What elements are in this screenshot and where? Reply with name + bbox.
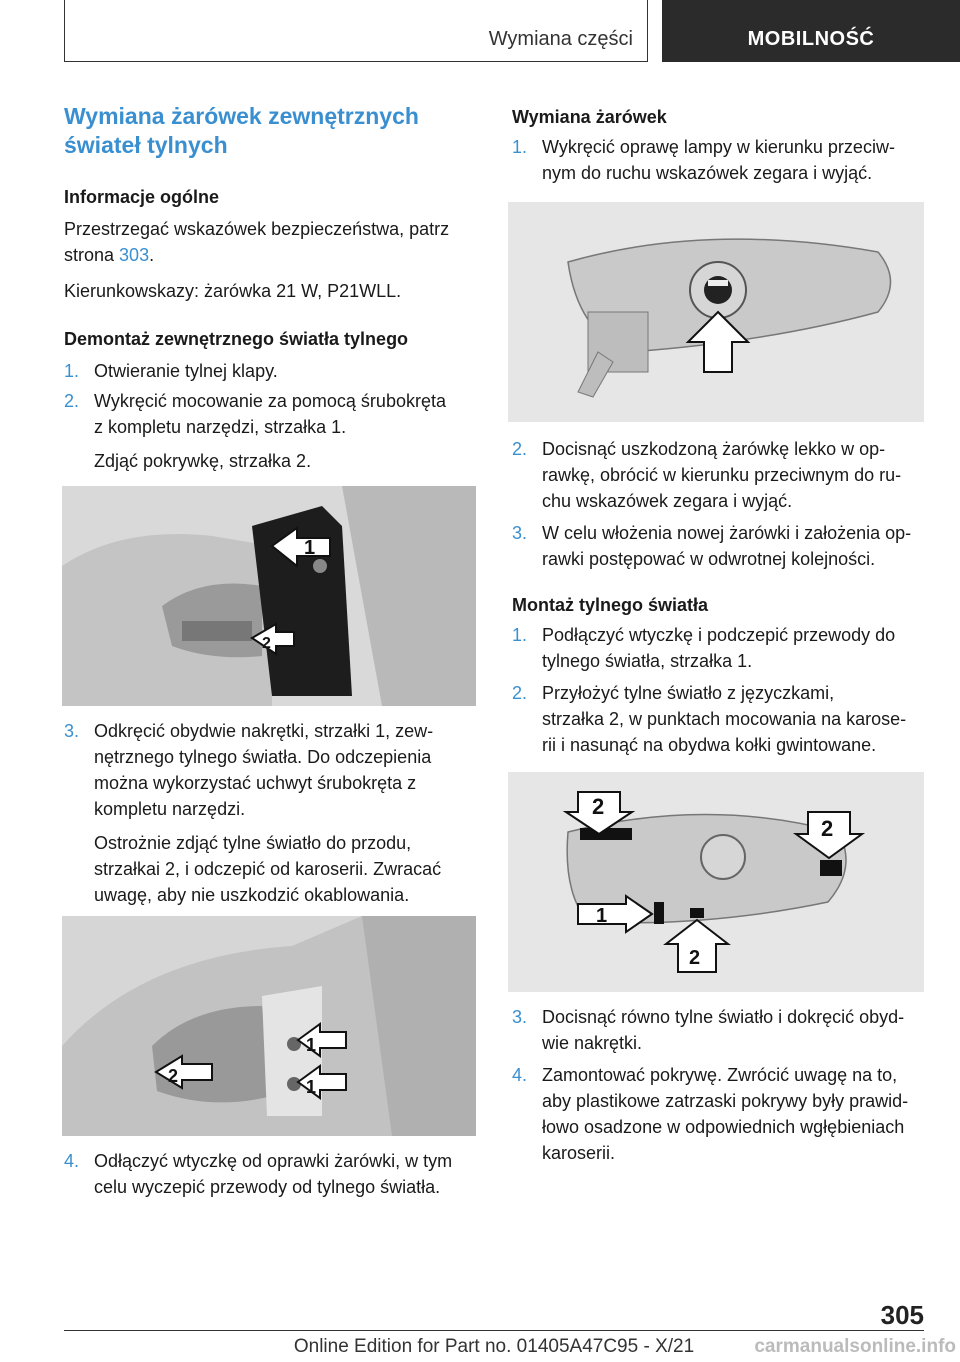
step-number: 2. — [64, 391, 80, 411]
step-text-line: można wykorzystać uchwyt śrubokręta z — [94, 773, 417, 793]
step-text-line: Docisnąć uszkodzoną żarówkę lekko w op- — [542, 439, 886, 459]
step-text-line: z kompletu narzędzi, strzałka 1. — [94, 417, 347, 437]
figure-bulb-holder — [508, 202, 924, 422]
fig4-label-2b: 2 — [821, 816, 834, 841]
header-chapter-title: MOBILNOŚĆ — [747, 28, 875, 50]
step-text-line: Odłączyć wtyczkę od oprawki żarówki, w tym — [94, 1151, 453, 1171]
step-extra-text: Zdjąć pokrywkę, strzałka 2. — [94, 451, 312, 471]
general-text-line1: Przestrzegać wskazówek bezpieczeństwa, patrz — [64, 219, 450, 239]
step-text-line: Odkręcić obydwie nakrętki, strzałki 1, zew- — [94, 721, 434, 741]
fig4-label-1: 1 — [596, 905, 608, 927]
fig4-label-2a: 2 — [592, 794, 605, 819]
figure-light-removal — [62, 916, 476, 1136]
header-section-title: Wymiana części — [488, 28, 633, 50]
removal-step-3 — [64, 718, 476, 908]
step-extra-line: strzałkai 2, i odczepić od karoserii. Zwracać — [94, 859, 442, 879]
fig1-label-2: 2 — [262, 635, 271, 652]
install-step-4 — [512, 1062, 924, 1166]
figure-cover-removal — [62, 486, 476, 706]
step-number: 1. — [512, 137, 528, 157]
left-column — [64, 102, 476, 474]
general-text-period: . — [149, 245, 155, 265]
replace-heading: Wymiana żarówek — [512, 107, 667, 127]
step-text-line: rawkę, obrócić w kierunku przeciwnym do ru- — [542, 465, 902, 485]
step-number: 3. — [512, 523, 528, 543]
fig2-label-2: 2 — [168, 1066, 179, 1086]
fig2-label-1b: 1 — [306, 1077, 317, 1097]
replace-step-1 — [512, 134, 924, 186]
page-title-line2: świateł tylnych — [64, 132, 228, 158]
removal-step-2 — [64, 388, 476, 474]
general-text-line2 — [64, 242, 476, 268]
step-text: Otwieranie tylnej klapy. — [94, 361, 278, 381]
removal-heading: Demontaż zewnętrznego światła tylnego — [64, 329, 409, 349]
step-text-line: karoserii. — [542, 1143, 616, 1163]
right-column-cont — [512, 436, 924, 758]
step-text-line: chu wskazówek zegara i wyjąć. — [542, 491, 793, 511]
left-column-end — [64, 1148, 476, 1200]
fig2-label-1a: 1 — [306, 1035, 317, 1055]
page-number: 305 — [880, 1300, 924, 1330]
header-chapter-tab — [662, 0, 960, 62]
left-column-cont — [64, 718, 476, 908]
step-text-line: wie nakrętki. — [542, 1033, 643, 1053]
step-text-line: Docisnąć równo tylne światło i dokręcić obyd- — [542, 1007, 905, 1027]
step-number: 3. — [512, 1007, 528, 1027]
replace-step-3 — [512, 520, 924, 572]
footer-divider — [64, 1330, 924, 1331]
install-step-1 — [512, 622, 924, 674]
step-extra-line: uwagę, aby nie uszkodzić okablowania. — [94, 885, 410, 905]
install-heading: Montaż tylnego światła — [512, 595, 709, 615]
removal-step-4 — [64, 1148, 476, 1200]
install-step-3 — [512, 1004, 924, 1056]
install-step-2 — [512, 680, 924, 758]
header-section-box — [64, 0, 648, 62]
figure-light-install — [508, 772, 924, 992]
step-number: 2. — [512, 683, 528, 703]
step-text-line: Wykręcić oprawę lampy w kierunku przeciw- — [542, 137, 895, 157]
step-text-line: tylnego światła, strzałka 1. — [542, 651, 753, 671]
step-text-line: aby plastikowe zatrzaski pokrywy były prawid- — [542, 1091, 909, 1111]
step-number: 3. — [64, 721, 80, 741]
fig1-label-1: 1 — [304, 537, 316, 559]
step-text-line: Podłączyć wtyczkę i podczepić przewody do — [542, 625, 896, 645]
fig4-label-2c: 2 — [689, 947, 701, 969]
step-number: 1. — [64, 361, 80, 381]
step-text-line: W celu włożenia nowej żarówki i założenia op- — [542, 523, 912, 543]
step-text-line: nym do ruchu wskazówek zegara i wyjąć. — [542, 163, 873, 183]
general-heading: Informacje ogólne — [64, 187, 220, 207]
step-number: 2. — [512, 439, 528, 459]
removal-step-1 — [64, 358, 476, 384]
step-number: 1. — [512, 625, 528, 645]
step-text-line: nętrznego tylnego światła. Do odczepienia — [94, 747, 432, 767]
bulbs-text: Kierunkowskazy: żarówka 21 W, P21WLL. — [64, 281, 402, 301]
page-title-line1: Wymiana żarówek zewnętrznych — [64, 103, 419, 129]
step-text-line: Przyłożyć tylne światło z języczkami, — [542, 683, 835, 703]
right-column — [512, 104, 924, 186]
page-303-link[interactable]: 303 — [119, 245, 150, 265]
step-extra-line: Ostrożnie zdjąć tylne światło do przodu, — [94, 833, 412, 853]
replace-step-2 — [512, 436, 924, 514]
step-text-line: celu wyczepić przewody od tylnego światła. — [94, 1177, 441, 1197]
step-number: 4. — [64, 1151, 80, 1171]
step-number: 4. — [512, 1065, 528, 1085]
step-text-line: Zamontować pokrywę. Zwrócić uwagę na to, — [542, 1065, 898, 1085]
general-text-strona: strona — [64, 245, 115, 265]
right-column-end — [512, 1004, 924, 1166]
step-text-line: strzałka 2, w punktach mocowania na karose- — [542, 709, 907, 729]
step-text-line: rawki postępować w odwrotnej kolejności. — [542, 549, 876, 569]
step-text-line: rii i nasunąć na obydwa kołki gwintowane. — [542, 735, 877, 755]
step-text-line: kompletu narzędzi. — [94, 799, 246, 819]
step-text-line: Wykręcić mocowanie za pomocą śrubokręta — [94, 391, 446, 411]
footer-edition: Online Edition for Part no. 01405A47C95 - X/21 — [293, 1336, 695, 1357]
watermark: carmanualsonline.info — [754, 1336, 956, 1357]
step-text-line: łowo osadzone w odpowiednich wgłębieniach — [542, 1117, 905, 1137]
